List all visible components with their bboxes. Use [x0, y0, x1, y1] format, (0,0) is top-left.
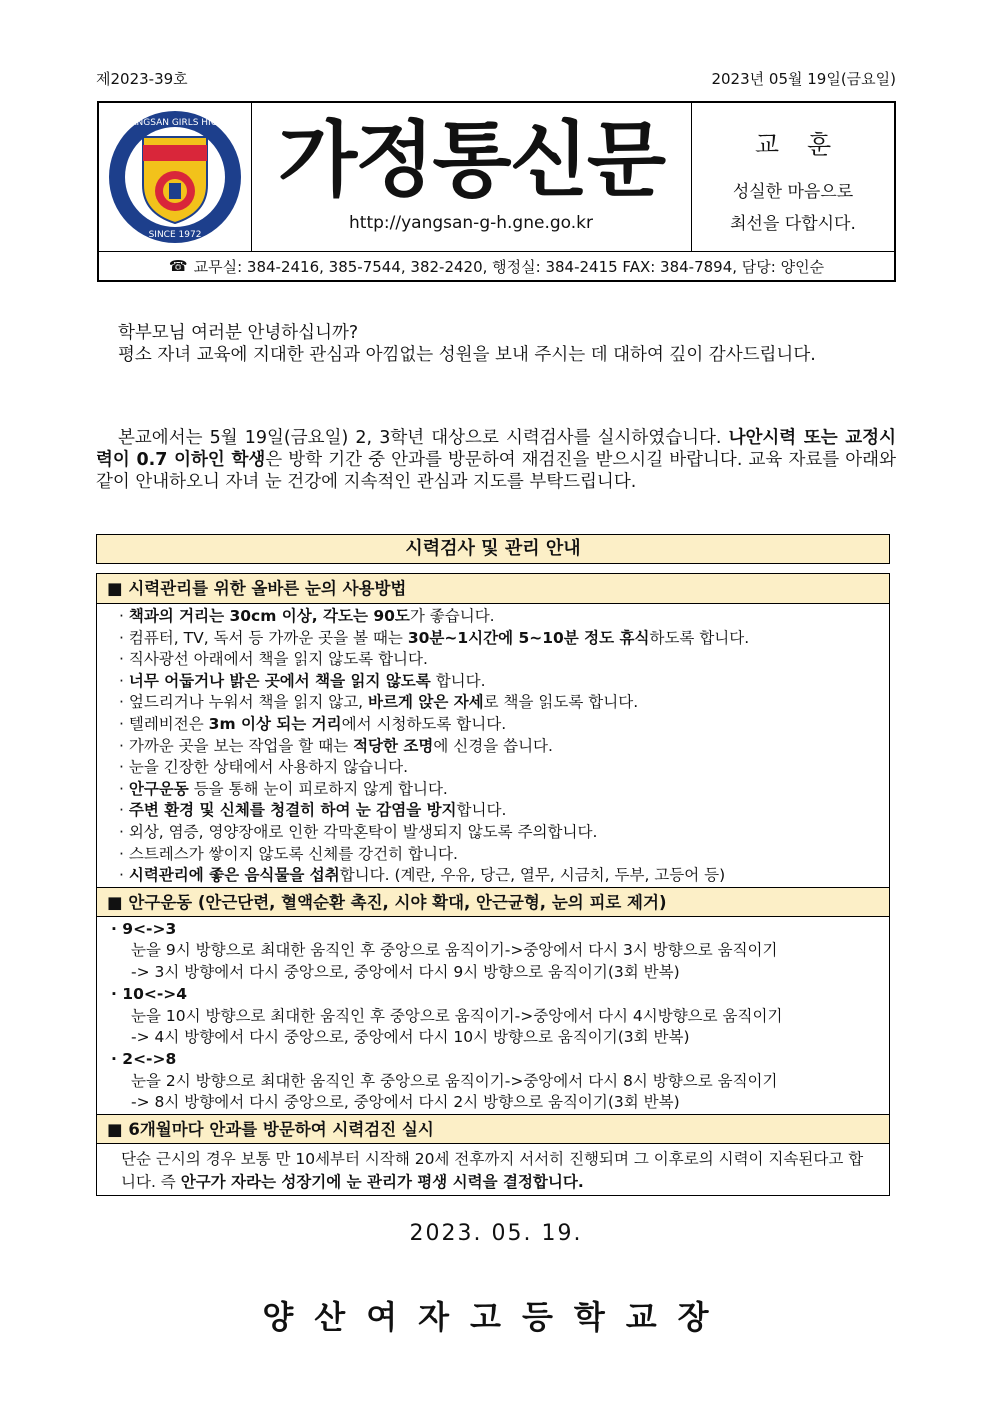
exercise-name: · 10<->4: [111, 984, 188, 1003]
page-title: 가정통신문: [277, 113, 665, 208]
tip-pre: ·: [119, 779, 129, 798]
tip-item: [119, 800, 889, 822]
tip-post: 에 신경을 씁니다.: [433, 736, 553, 755]
section-3-heading: ■ 6개월마다 안과를 방문하여 시력검진 실시: [97, 1114, 889, 1144]
tip-pre: · 눈을 긴장한 상태에서 사용하지 않습니다.: [119, 758, 409, 777]
notice-block: [96, 427, 896, 493]
school-url-link[interactable]: http://yangsan-g-h.gne.go.kr: [349, 213, 593, 233]
guide-title: 시력검사 및 관리 안내: [96, 534, 890, 564]
tip-item: [119, 649, 889, 671]
svg-text:YANGSAN GIRLS HIGH: YANGSAN GIRLS HIGH: [125, 118, 225, 128]
tip-post: 에서 시청하도록 합니다.: [341, 714, 507, 733]
top-line: [96, 68, 896, 90]
intro-greeting-block: [96, 322, 896, 366]
thanks: 평소 자녀 교육에 지대한 관심과 아낌없는 성원을 보내 주시는 데 대하여 깊이 감사드립니다.: [118, 345, 816, 365]
tip-pre: · 직사광선 아래에서 책을 읽지 않도록 합니다.: [119, 650, 428, 669]
tip-post: 로 책을 읽도록 합니다.: [483, 693, 639, 712]
tip-pre: ·: [119, 801, 129, 820]
motto-line-1: 성실한 마음으로: [732, 182, 854, 202]
contact-bar: [99, 251, 894, 280]
guide-table: [96, 573, 890, 1196]
tip-item: [119, 736, 889, 758]
notice-part-a: 본교에서는 5월 19일(금요일) 2, 3학년 대상으로 시력검사를 실시하였습니다.: [118, 428, 729, 448]
signature: 양산여자고등학교장: [262, 1298, 730, 1336]
masthead: [97, 101, 896, 282]
section-1-heading: ■ 시력관리를 위한 올바른 눈의 사용방법: [97, 574, 889, 604]
tip-pre: · 외상, 염증, 영양장애로 인한 각막혼탁이 발생되지 않도록 주의합니다.: [119, 822, 598, 841]
tip-item: [119, 692, 889, 714]
tip-item: [119, 671, 889, 693]
school-logo-cell: [99, 103, 252, 251]
checkup-note: [97, 1144, 889, 1194]
tip-pre: · 엎드리거나 누워서 책을 읽지 않고,: [119, 693, 369, 712]
tip-item: [119, 779, 889, 801]
tip-post: 하도록 합니다.: [649, 628, 750, 647]
tip-bold: 주변 환경 및 신체를 청결히 하여 눈 감염을 방지: [128, 801, 457, 820]
tip-pre: · 가까운 곳을 보는 작업을 할 때는: [119, 736, 354, 755]
checkup-text: 단순 근시의 경우 보통 만 10세부터 시작해 20세 전후까지 서서히 진행되며 그 이후로의 시력이 지속된다고 합니다. 즉: [121, 1150, 864, 1192]
tip-pre: ·: [119, 866, 129, 885]
tip-bold: 3m 이상 되는 거리: [208, 714, 342, 733]
svg-text:SINCE 1972: SINCE 1972: [148, 230, 202, 240]
tip-bold: 안구운동: [128, 779, 189, 798]
tip-bold: 바르게 앉은 자세: [368, 693, 484, 712]
tip-item: [119, 714, 889, 736]
notice-part-c: 은 방학 기간 중 안과를 방문하여 재검진을 받으시길 바랍니다. 교육 자료를 아래와 같이 안내하오니 자녀 눈 건강에 지속적인 관심과 지도를 부탁드립니다.: [96, 450, 896, 492]
tip-pre: · 스트레스가 쌓이지 않도록 신체를 강건히 합니다.: [119, 844, 458, 863]
tip-post: 합니다.: [430, 671, 486, 690]
tip-item: [119, 606, 889, 628]
tip-bold: 30분~1시간에 5~10분 정도 휴식: [407, 628, 650, 647]
notice-paragraph: [96, 427, 896, 493]
tip-bold: 시력관리에 좋은 음식물을 섭취: [128, 866, 340, 885]
tip-post: 가 좋습니다.: [409, 607, 495, 625]
tip-pre: ·: [119, 671, 129, 690]
contact-info: 교무실: 384-2416, 385-7544, 382-2420, 행정실: 384-2415 FAX: 384-7894, 담당: 양인순: [193, 257, 825, 276]
tip-post: 합니다. (계란, 우유, 당근, 열무, 시금치, 두부, 고등어 등): [339, 866, 726, 885]
exercise-description: -> 3시 방향에서 다시 중앙으로, 중앙에서 다시 9시 방향으로 움직이기(3회 반복): [131, 963, 680, 982]
exercise-description: 눈을 10시 방향으로 최대한 움직인 후 중앙으로 움직이기->중앙에서 다시 4시방향으로 움직이기: [131, 1006, 783, 1025]
checkup-emphasis: 안구가 자라는 성장기에 눈 관리가 평생 시력을 결정합니다.: [180, 1173, 584, 1192]
notice-emphasis: 나안시력 또는 교정시력이 0.7 이하인 학생: [96, 428, 896, 470]
motto-line-2: 최선을 다합시다.: [730, 214, 856, 234]
tip-bold: 적당한 조명: [353, 736, 434, 755]
exercise-name: · 2<->8: [111, 1049, 177, 1068]
tip-pre: ·: [119, 607, 129, 625]
eye-tips-list: [97, 604, 889, 887]
tip-pre: · 텔레비전은: [119, 714, 209, 733]
school-emblem-icon: [99, 103, 251, 251]
exercise-description: -> 8시 방향에서 다시 중앙으로, 중앙에서 다시 2시 방향으로 움직이기(3회 반복): [131, 1093, 680, 1112]
tip-post: 합니다.: [456, 801, 507, 820]
tip-item: [119, 757, 889, 779]
exercise-description: 눈을 9시 방향으로 최대한 움직인 후 중앙으로 움직이기->중앙에서 다시 3시 방향으로 움직이기: [131, 941, 778, 960]
issue-number: 제2023-39호: [96, 70, 188, 88]
footer-date: 2023. 05. 19.: [409, 1221, 583, 1246]
tip-bold: 책과의 거리는 30cm 이상, 각도는 90도: [128, 607, 410, 625]
tip-item: [119, 822, 889, 844]
tip-bold: 너무 어둡거나 밝은 곳에서 책을 읽지 않도록: [128, 671, 431, 690]
exercise-description: -> 4시 방향에서 다시 중앙으로, 중앙에서 다시 10시 방향으로 움직이기(3회 반복): [131, 1028, 690, 1047]
tip-item: [119, 628, 889, 650]
tip-item: [119, 844, 889, 866]
tip-item: [119, 865, 889, 887]
greeting: 학부모님 여러분 안녕하십니까?: [118, 323, 359, 343]
eye-exercise-list: [97, 917, 889, 1114]
motto-cell: [692, 103, 894, 251]
motto-heading: 교훈: [754, 130, 860, 159]
tip-post: 등을 통해 눈이 피로하지 않게 합니다.: [188, 779, 448, 798]
exercise-name: · 9<->3: [111, 919, 177, 938]
tip-pre: · 컴퓨터, TV, 독서 등 가까운 곳을 볼 때는: [119, 628, 408, 647]
exercise-description: 눈을 2시 방향으로 최대한 움직인 후 중앙으로 움직이기->중앙에서 다시 8시 방향으로 움직이기: [131, 1071, 778, 1090]
section-2-heading: ■ 안구운동 (안근단련, 혈액순환 촉진, 시야 확대, 안근균형, 눈의 피로 제거): [97, 887, 889, 917]
masthead-title-cell: [251, 103, 692, 251]
issue-date: 2023년 05월 19일(금요일): [711, 70, 896, 88]
phone-icon: ☎: [168, 257, 188, 275]
